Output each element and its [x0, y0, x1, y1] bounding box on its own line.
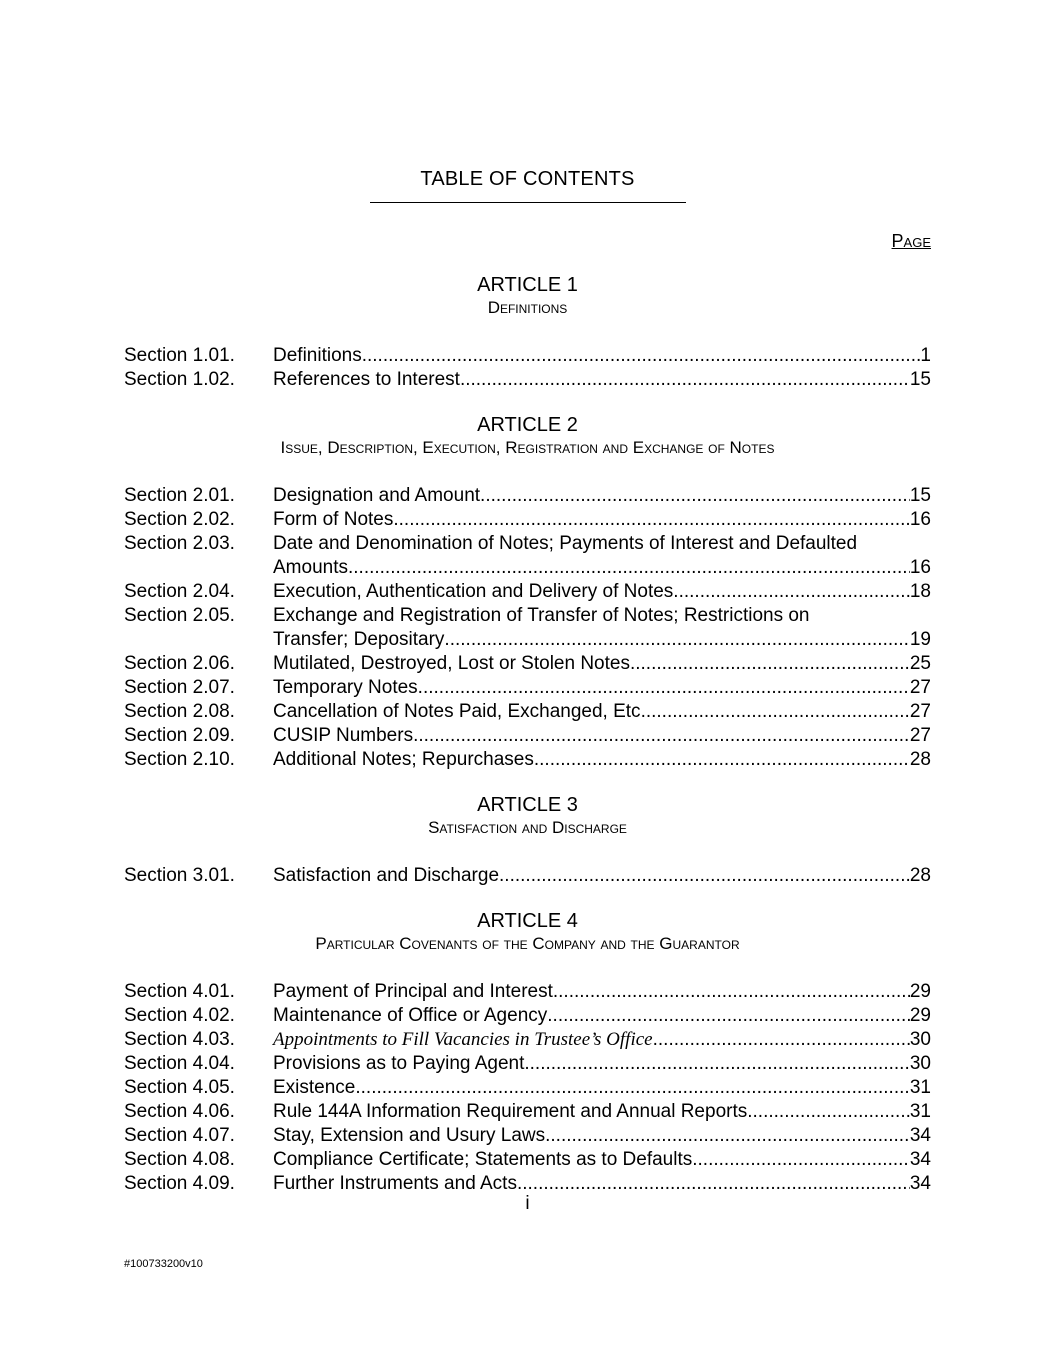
section-body	[273, 344, 931, 368]
section-body	[273, 1028, 931, 1052]
section-number: Section 2.02.	[124, 509, 235, 530]
section-list	[124, 864, 931, 888]
dot-leader	[355, 1076, 909, 1100]
dot-leader	[630, 652, 910, 676]
toc-entry[interactable]	[124, 604, 931, 652]
section-body	[273, 1124, 931, 1148]
section-title: Execution, Authentication and Delivery of Notes	[273, 581, 674, 602]
section-title: Provisions as to Paying Agent	[273, 1053, 525, 1074]
toc-entry[interactable]	[124, 1004, 931, 1028]
section-title-line	[273, 628, 931, 652]
article-name: Satisfaction and Discharge	[428, 818, 627, 837]
section-body	[273, 532, 931, 580]
section-body	[273, 484, 931, 508]
section-number: Section 2.01.	[124, 485, 235, 506]
section-title: Maintenance of Office or Agency	[273, 1005, 548, 1026]
section-page-number: 15	[909, 369, 931, 390]
section-page-number: 30	[909, 1053, 931, 1074]
section-page-number: 29	[909, 981, 931, 1002]
section-title-line	[273, 580, 931, 604]
toc-entry[interactable]	[124, 1028, 931, 1052]
section-body	[273, 748, 931, 772]
section-number: Section 4.07.	[124, 1125, 235, 1146]
toc-entry[interactable]	[124, 1076, 931, 1100]
section-title-line	[273, 980, 931, 1004]
dot-leader	[534, 748, 910, 772]
section-body	[273, 508, 931, 532]
section-number: Section 2.07.	[124, 677, 235, 698]
section-title-line	[273, 676, 931, 700]
toc-entry[interactable]	[124, 676, 931, 700]
section-page-number: 34	[909, 1173, 931, 1194]
section-body	[273, 1100, 931, 1124]
toc-entry[interactable]	[124, 652, 931, 676]
section-title: Transfer; Depositary	[273, 629, 445, 650]
article-name: Definitions	[487, 298, 568, 317]
article-heading	[124, 412, 931, 458]
section-title-line	[273, 1052, 931, 1076]
dot-leader	[547, 1004, 910, 1028]
toc-entry[interactable]	[124, 1052, 931, 1076]
section-number: Section 4.04.	[124, 1053, 235, 1074]
section-page-number: 19	[909, 629, 931, 650]
section-number: Section 2.08.	[124, 701, 235, 722]
section-title: References to Interest	[273, 369, 460, 390]
page-column-header: Page	[891, 231, 931, 251]
section-title-line	[273, 484, 931, 508]
section-page-number: 28	[909, 865, 931, 886]
dot-leader	[460, 368, 910, 392]
dot-leader	[444, 628, 909, 652]
section-body	[273, 700, 931, 724]
section-title: Additional Notes; Repurchases	[273, 749, 534, 770]
section-body	[273, 368, 931, 392]
dot-leader	[362, 344, 921, 368]
dot-leader	[692, 1148, 910, 1172]
section-title: Compliance Certificate; Statements as to Defaults	[273, 1149, 693, 1170]
section-page-number: 31	[909, 1101, 931, 1122]
section-body	[273, 1076, 931, 1100]
section-list	[124, 344, 931, 392]
section-number: Section 3.01.	[124, 865, 235, 886]
section-page-number: 15	[909, 485, 931, 506]
section-number: Section 4.08.	[124, 1149, 235, 1170]
section-page-number: 25	[909, 653, 931, 674]
section-title: Mutilated, Destroyed, Lost or Stolen Notes	[273, 653, 630, 674]
section-list	[124, 484, 931, 772]
section-page-number: 31	[909, 1077, 931, 1098]
section-title-line	[273, 368, 931, 392]
section-body	[273, 864, 931, 888]
dot-leader	[653, 1028, 910, 1052]
dot-leader	[413, 724, 910, 748]
toc-entry[interactable]	[124, 1148, 931, 1172]
toc-entry[interactable]	[124, 580, 931, 604]
toc-entry[interactable]	[124, 1100, 931, 1124]
section-number: Section 2.09.	[124, 725, 235, 746]
section-title: Cancellation of Notes Paid, Exchanged, Etc	[273, 701, 641, 722]
section-page-number: 34	[909, 1149, 931, 1170]
section-title: Appointments to Fill Vacancies in Trustee’s Office	[273, 1029, 653, 1050]
toc-entry[interactable]	[124, 700, 931, 724]
section-title-line	[273, 1004, 931, 1028]
section-body	[273, 980, 931, 1004]
section-title: Temporary Notes	[273, 677, 418, 698]
section-page-number: 27	[909, 725, 931, 746]
article-number: ARTICLE 1	[477, 274, 578, 296]
section-title-line	[273, 1100, 931, 1124]
section-page-number: 28	[909, 749, 931, 770]
section-title-line	[273, 748, 931, 772]
article-heading	[124, 908, 931, 954]
page-number: i	[525, 1193, 530, 1214]
section-number: Section 2.06.	[124, 653, 235, 674]
section-list	[124, 980, 931, 1196]
section-page-number: 27	[909, 701, 931, 722]
section-page-number: 16	[909, 509, 931, 530]
dot-leader	[348, 556, 910, 580]
section-title-line	[273, 652, 931, 676]
toc-entry[interactable]	[124, 864, 931, 888]
toc-entry[interactable]	[124, 508, 931, 532]
toc-entry[interactable]	[124, 532, 931, 580]
document-id: #100733200v10	[124, 1258, 203, 1270]
article-number: ARTICLE 4	[477, 910, 578, 932]
toc-entry[interactable]	[124, 484, 931, 508]
section-title: Definitions	[273, 345, 362, 366]
section-title-line	[273, 700, 931, 724]
section-body	[273, 652, 931, 676]
dot-leader	[545, 1124, 910, 1148]
dot-leader	[641, 700, 910, 724]
title-underline	[370, 202, 686, 203]
dot-leader	[480, 484, 910, 508]
section-page-number: 30	[909, 1029, 931, 1050]
dot-leader	[673, 580, 910, 604]
dot-leader	[393, 508, 909, 532]
section-title-line	[273, 864, 931, 888]
section-title-first-line: Date and Denomination of Notes; Payments of Interest and Defaulted	[273, 533, 858, 554]
toc-entry[interactable]	[124, 748, 931, 772]
dot-leader	[499, 864, 910, 888]
section-number: Section 4.06.	[124, 1101, 235, 1122]
section-title: Form of Notes	[273, 509, 394, 530]
section-title: Designation and Amount	[273, 485, 481, 506]
section-title: Rule 144A Information Requirement and Annual Reports	[273, 1101, 748, 1122]
toc-entry[interactable]	[124, 980, 931, 1004]
article-number: ARTICLE 2	[477, 414, 578, 436]
article-name: Particular Covenants of the Company and the Guarantor	[315, 934, 740, 953]
section-title-line	[273, 344, 931, 368]
section-number: Section 1.01.	[124, 345, 235, 366]
section-body	[273, 1004, 931, 1028]
section-number: Section 1.02.	[124, 369, 235, 390]
toc-body	[124, 272, 931, 1216]
section-title: CUSIP Numbers	[273, 725, 414, 746]
dot-leader	[418, 676, 910, 700]
section-title-line	[273, 1148, 931, 1172]
section-number: Section 4.01.	[124, 981, 235, 1002]
section-body	[273, 580, 931, 604]
section-title: Payment of Principal and Interest	[273, 981, 553, 1002]
dot-leader	[524, 1052, 909, 1076]
section-number: Section 4.02.	[124, 1005, 235, 1026]
section-number: Section 2.03.	[124, 533, 235, 554]
section-title-line	[273, 556, 931, 580]
section-title: Stay, Extension and Usury Laws	[273, 1125, 546, 1146]
section-title: Amounts	[273, 557, 348, 578]
section-title-line	[273, 1028, 931, 1052]
section-number: Section 2.05.	[124, 605, 235, 626]
section-number: Section 2.04.	[124, 581, 235, 602]
section-page-number: 1	[920, 345, 931, 366]
section-title: Further Instruments and Acts	[273, 1173, 517, 1194]
section-page-number: 34	[909, 1125, 931, 1146]
section-title-first-line: Exchange and Registration of Transfer of Notes; Restrictions on	[273, 605, 810, 626]
section-number: Section 2.10.	[124, 749, 235, 770]
article-heading	[124, 792, 931, 838]
section-body	[273, 1148, 931, 1172]
section-number: Section 4.09.	[124, 1173, 235, 1194]
section-page-number: 27	[909, 677, 931, 698]
toc-entry[interactable]	[124, 344, 931, 368]
section-title-line	[273, 1124, 931, 1148]
dot-leader	[747, 1100, 910, 1124]
section-number: Section 4.05.	[124, 1077, 235, 1098]
article-heading	[124, 272, 931, 318]
section-body	[273, 1052, 931, 1076]
toc-entry[interactable]	[124, 368, 931, 392]
toc-title: TABLE OF CONTENTS	[420, 168, 635, 190]
section-number: Section 4.03.	[124, 1029, 235, 1050]
section-page-number: 16	[909, 557, 931, 578]
section-title-line	[273, 1076, 931, 1100]
section-body	[273, 604, 931, 652]
section-page-number: 29	[909, 1005, 931, 1026]
section-title-line	[273, 724, 931, 748]
section-title: Existence	[273, 1077, 356, 1098]
section-title-line	[273, 508, 931, 532]
section-page-number: 18	[909, 581, 931, 602]
toc-entry[interactable]	[124, 1124, 931, 1148]
dot-leader	[553, 980, 910, 1004]
article-number: ARTICLE 3	[477, 794, 578, 816]
section-body	[273, 676, 931, 700]
section-body	[273, 724, 931, 748]
toc-entry[interactable]	[124, 724, 931, 748]
article-name: Issue, Description, Execution, Registration and Exchange of Notes	[280, 438, 775, 457]
section-title: Satisfaction and Discharge	[273, 865, 500, 886]
